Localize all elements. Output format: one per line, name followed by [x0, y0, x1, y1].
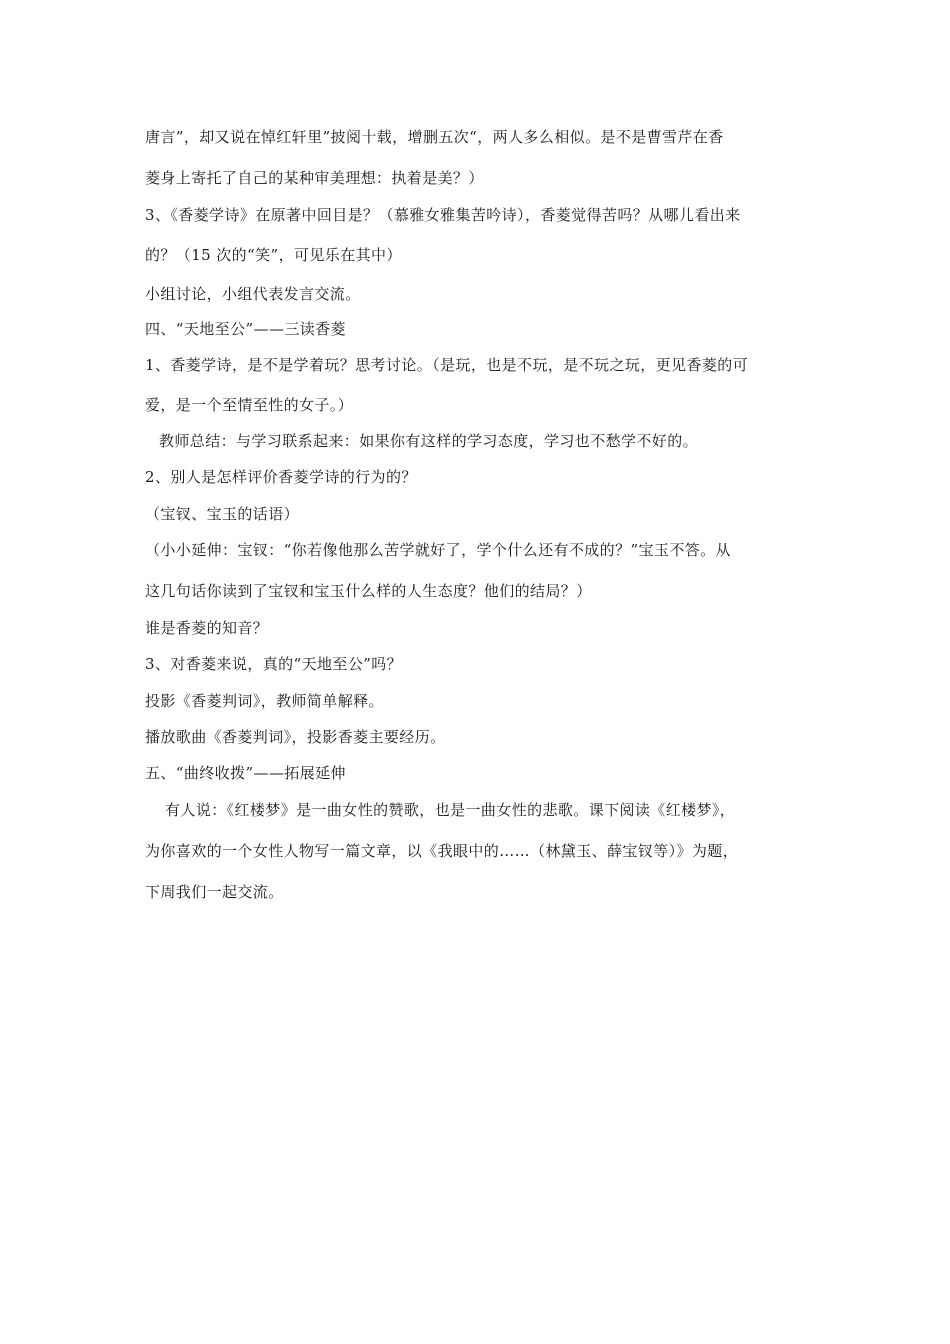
paragraph-line: 这几句话你读到了宝钗和宝玉什么样的人生态度？他们的结局？）: [145, 582, 592, 600]
question-line: 3、对香菱来说，真的“天地至公”吗？: [145, 655, 403, 673]
question-line: 1、香菱学诗，是不是学着玩？思考讨论。（是玩，也是不玩，是不玩之玩，更见香菱的可: [145, 356, 749, 374]
paragraph-line: （小小延伸：宝钗：“你若像他那么苦学就好了，学个什么还有不成的？”宝玉不答。从: [145, 541, 731, 559]
paragraph-line: 有人说：《红楼梦》是一曲女性的赞歌，也是一曲女性的悲歌。课下阅读《红楼梦》，: [165, 801, 736, 819]
paragraph-line: 菱身上寄托了自己的某种审美理想：执着是美？）: [145, 169, 484, 187]
question-line: 2、别人是怎样评价香菱学诗的行为的？: [145, 468, 417, 486]
paragraph-line: 为你喜欢的一个女性人物写一篇文章，以《我眼中的……（林黛玉、薛宝钗等）》为题，: [145, 842, 739, 860]
paragraph-line: 小组讨论，小组代表发言交流。: [145, 285, 361, 303]
question-line: 3、《香菱学诗》在原著中回目是？（慕雅女雅集苦吟诗），香菱觉得苦吗？从哪儿看出来: [145, 206, 741, 224]
question-line: 的？（15 次的“笑”，可见乐在其中）: [145, 246, 402, 264]
paragraph-line: 投影《香菱判词》，教师简单解释。: [145, 692, 384, 710]
question-line: 爱，是一个至情至性的女子。）: [145, 396, 354, 414]
teacher-summary: 教师总结：与学习联系起来：如果你有这样的学习态度，学习也不愁学不好的。: [159, 432, 699, 450]
section-heading: 五、“曲终收拨”——拓展延伸: [145, 764, 346, 782]
paragraph-line: 唐言”，却又说在悼红轩里”披阅十载，增删五次“，两人多么相似。是不是曹雪芹在香: [145, 128, 724, 146]
paragraph-line: 播放歌曲《香菱判词》，投影香菱主要经历。: [145, 728, 446, 746]
section-heading: 四、“天地至公”——三读香菱: [145, 320, 346, 338]
paragraph-line: （宝钗、宝玉的话语）: [145, 505, 300, 523]
paragraph-line: 谁是香菱的知音？: [145, 619, 269, 637]
paragraph-line: 下周我们一起交流。: [145, 883, 284, 901]
